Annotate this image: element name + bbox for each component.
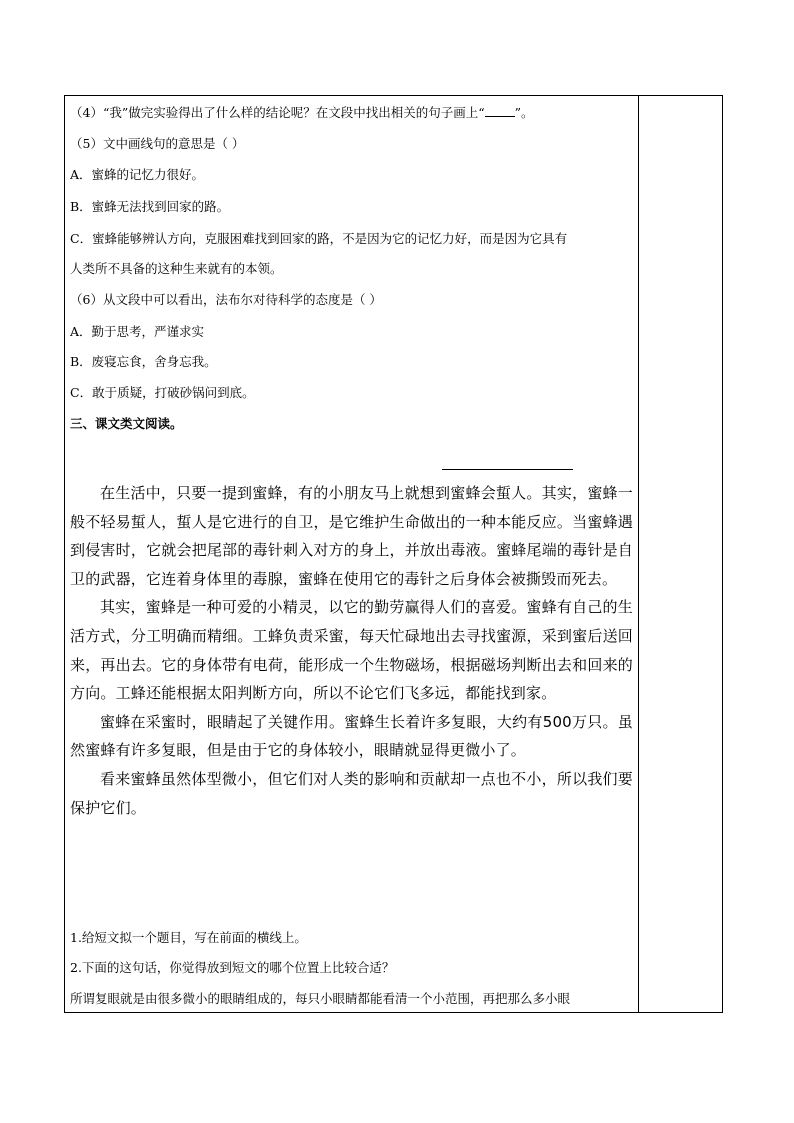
option-5b: B．蜜蜂无法找到回家的路。 xyxy=(70,199,230,214)
title-blank-line xyxy=(442,469,573,470)
passage-paragraph-1: 在生活中，只要一提到蜜蜂，有的小朋友马上就想到蜜蜂会蜇人。其实，蜜蜂一般不轻易蜇人，蜇人是它进行的自卫，是它维护生命做出的一种本能反应。当蜜蜂遇到侵害时，它就会把尾部的毒针刺入对方的身上，并放出毒液。蜜蜂尾端的毒针是自卫的武器，它连着身体里的毒腺，蜜蜂在使用它的毒针之后身体会被撕毁而死去。 xyxy=(70,484,633,588)
task-2: 2.下面的这句话，你觉得放到短文的哪个位置上比较合适？ xyxy=(70,960,395,975)
option-6b: B．废寝忘食，舍身忘我。 xyxy=(70,354,217,369)
answer-blank-underline xyxy=(485,105,515,117)
option-5c-line2: 人类所不具备的这种生来就有的本领。 xyxy=(70,261,283,276)
reading-passage xyxy=(70,479,633,822)
question-4 xyxy=(70,105,534,121)
question-4-text-end: ”。 xyxy=(514,105,534,120)
worksheet-table xyxy=(64,95,723,1013)
question-6: （6）从文段中可以看出，法布尔对待科学的态度是（ ） xyxy=(70,292,382,307)
option-6a: A．勤于思考，严谨求实 xyxy=(70,324,205,339)
option-5a: A．蜜蜂的记忆力很好。 xyxy=(70,167,205,182)
section-3-heading: 三、课文类文阅读。 xyxy=(70,416,183,431)
question-4-text: （4）“我”做完实验得出了什么样的结论呢？在文段中找出相关的句子画上“ xyxy=(70,105,485,120)
passage-paragraph-2: 其实，蜜蜂是一种可爱的小精灵，以它的勤劳赢得人们的喜爱。蜜蜂有自己的生活方式，分工明确而精细。工蜂负责采蜜，每天忙碌地出去寻找蜜源，采到蜜后送回来，再出去。它的身体带有电荷，能形成一个生物磁场，根据磁场判断出去和回来的方向。工蜂还能根据太阳判断方向，所以不论它们飞多远，都能找到家。 xyxy=(70,598,633,703)
task-1: 1.给短文拟一个题目，写在前面的横线上。 xyxy=(70,930,307,945)
option-6c: C．敢于质疑，打破砂锅问到底。 xyxy=(70,385,255,400)
passage-paragraph-4: 看来蜜蜂虽然体型微小，但它们对人类的影响和贡献却一点也不小，所以我们要保护它们。 xyxy=(70,769,633,817)
passage-paragraph-3: 蜜蜂在采蜜时，眼睛起了关键作用。蜜蜂生长着许多复眼，大约有500万只。虽然蜜蜂有许多复眼，但是由于它的身体较小，眼睛就显得更微小了。 xyxy=(70,712,633,760)
task-2-quote: 所谓复眼就是由很多微小的眼睛组成的，每只小眼睛都能看清一个小范围，再把那么多小眼 xyxy=(70,991,571,1006)
option-5c-line1: C．蜜蜂能够辨认方向，克服困难找到回家的路，不是因为它的记忆力好，而是因为它具有 xyxy=(70,231,568,246)
question-5: （5）文中画线句的意思是（ ） xyxy=(70,136,245,151)
column-divider xyxy=(638,96,639,1012)
